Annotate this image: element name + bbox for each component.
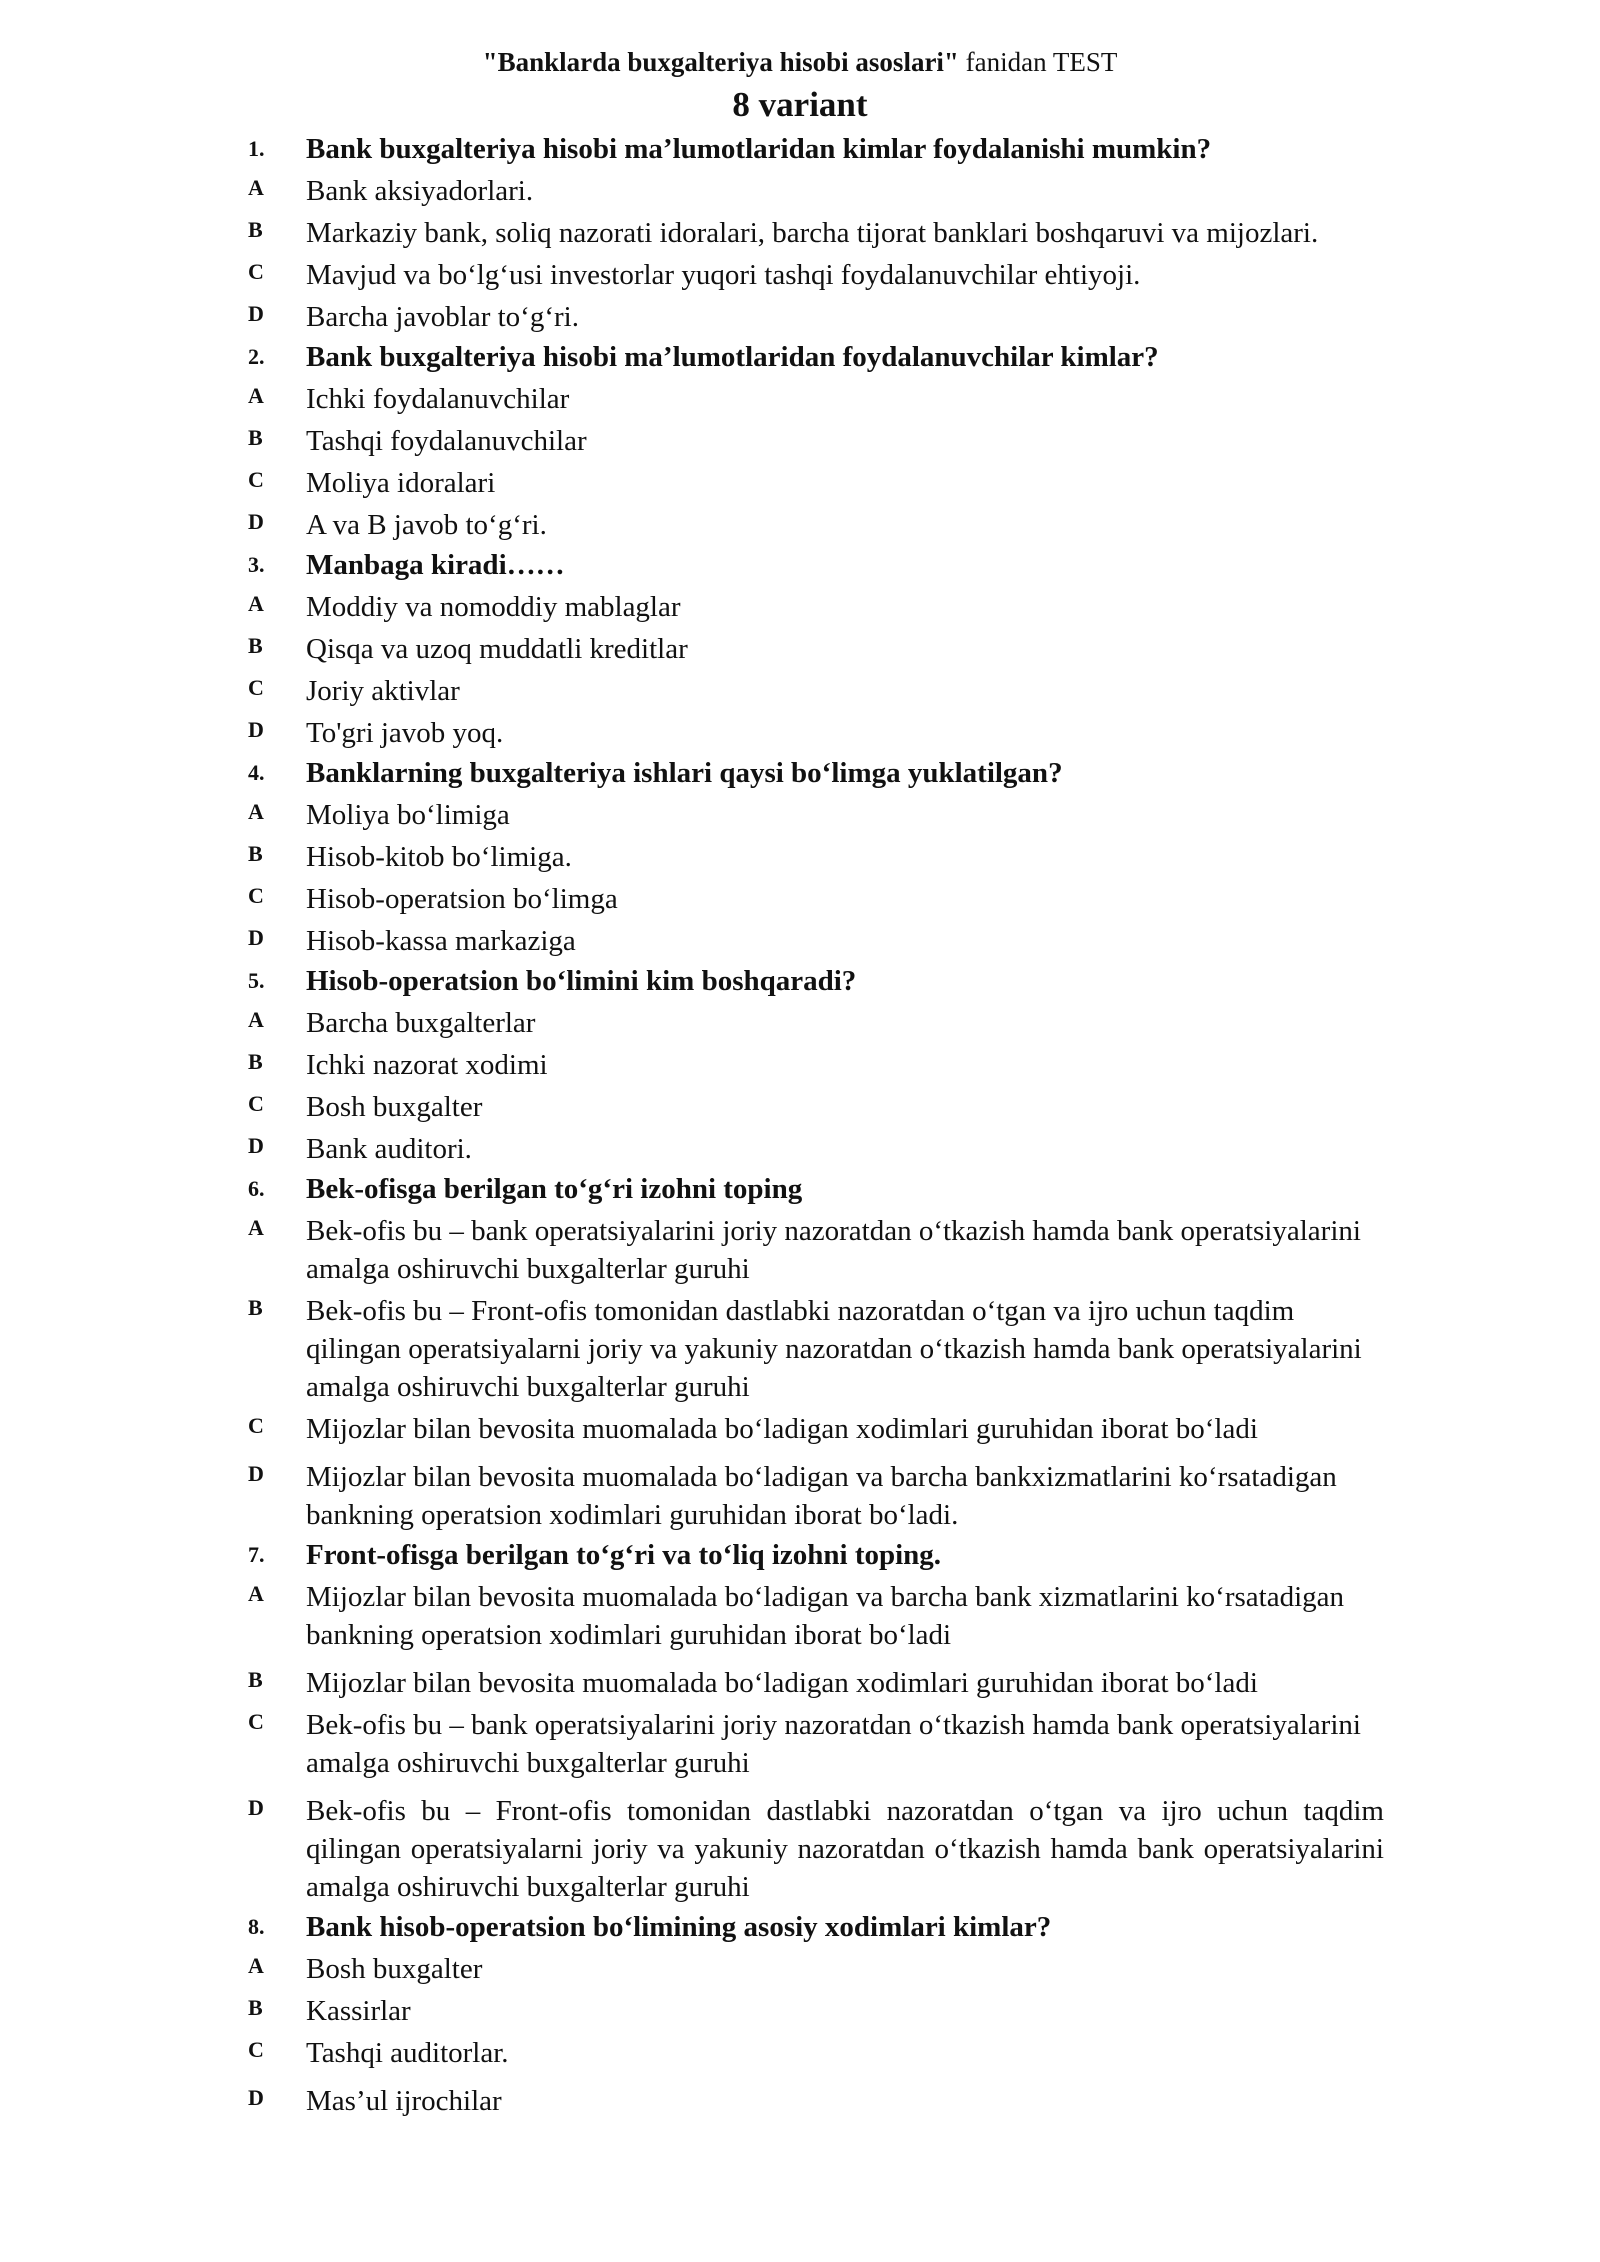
option-letter: C bbox=[248, 1709, 264, 1734]
option-letter: A bbox=[248, 591, 264, 616]
option-text: Barcha javoblar to‘g‘ri. bbox=[306, 301, 579, 333]
option-letter: B bbox=[248, 217, 263, 242]
option-text: Hisob-kitob bo‘limiga. bbox=[306, 841, 572, 873]
subject-title: "Banklarda buxgalteriya hisobi asoslari" bbox=[482, 47, 959, 77]
question-number: 7. bbox=[248, 1542, 265, 1567]
option-letter: C bbox=[248, 675, 264, 700]
option-letter: C bbox=[248, 2037, 264, 2062]
option-letter: D bbox=[248, 2085, 264, 2110]
option-text: Tashqi foydalanuvchilar bbox=[306, 425, 587, 457]
option-text: Mijozlar bilan bevosita muomalada bo‘ladigan va barcha bankxizmatlarini ko‘rsatadigan bankning operatsion xodimlari guruhidan iborat bo‘ladi. bbox=[306, 1461, 1337, 1531]
answer-option bbox=[248, 796, 1384, 834]
option-letter: A bbox=[248, 799, 264, 824]
option-letter: C bbox=[248, 1413, 264, 1438]
question-row bbox=[248, 1908, 1384, 1946]
answer-option bbox=[248, 1664, 1384, 1702]
option-letter: B bbox=[248, 1667, 263, 1692]
option-letter: B bbox=[248, 1049, 263, 1074]
option-text: Bek-ofis bu – Front-ofis tomonidan dastlabki nazoratdan o‘tgan va ijro uchun taqdim qilingan operatsiyalarni joriy va yakuniy nazoratdan o‘tkazish hamda bank operatsiyalarini amalga oshiruvchi buxgalterlar guruhi bbox=[306, 1795, 1384, 1903]
option-text: To'gri javob yoq. bbox=[306, 717, 504, 749]
question-text: Bank buxgalteriya hisobi ma’lumotlaridan foydalanuvchilar kimlar? bbox=[306, 341, 1159, 373]
option-letter: A bbox=[248, 175, 264, 200]
question-row bbox=[248, 546, 1384, 584]
option-letter: D bbox=[248, 509, 264, 534]
option-text: Bek-ofis bu – bank operatsiyalarini joriy nazoratdan o‘tkazish hamda bank operatsiyalarini amalga oshiruvchi buxgalterlar guruhi bbox=[306, 1709, 1361, 1779]
answer-option bbox=[248, 1706, 1384, 1782]
option-letter: C bbox=[248, 259, 264, 284]
title-suffix: fanidan TEST bbox=[958, 47, 1118, 77]
option-text: Kassirlar bbox=[306, 1995, 411, 2027]
answer-option bbox=[248, 2082, 1384, 2120]
answer-option bbox=[248, 1046, 1384, 1084]
option-text: Hisob-operatsion bo‘limga bbox=[306, 883, 618, 915]
question-number: 4. bbox=[248, 760, 265, 785]
question-row bbox=[248, 130, 1384, 168]
answer-option bbox=[248, 672, 1384, 710]
option-text: Moddiy va nomoddiy mablaglar bbox=[306, 591, 681, 623]
option-text: Bosh buxgalter bbox=[306, 1953, 483, 1985]
option-text: Moliya idoralari bbox=[306, 467, 496, 499]
answer-option bbox=[248, 1458, 1384, 1534]
option-text: Barcha buxgalterlar bbox=[306, 1007, 536, 1039]
option-letter: B bbox=[248, 841, 263, 866]
option-letter: A bbox=[248, 1953, 264, 1978]
answer-option bbox=[248, 880, 1384, 918]
option-text: Bosh buxgalter bbox=[306, 1091, 483, 1123]
option-text: Mijozlar bilan bevosita muomalada bo‘ladigan xodimlari guruhidan iborat bo‘ladi bbox=[306, 1413, 1258, 1445]
answer-option bbox=[248, 506, 1384, 544]
option-text: Bank aksiyadorlari. bbox=[306, 175, 534, 207]
question-text: Banklarning buxgalteriya ishlari qaysi bo‘limga yuklatilgan? bbox=[306, 757, 1063, 789]
option-letter: B bbox=[248, 1995, 263, 2020]
option-letter: B bbox=[248, 633, 263, 658]
answer-option bbox=[248, 1130, 1384, 1168]
answer-option bbox=[248, 214, 1384, 252]
answer-option bbox=[248, 464, 1384, 502]
question-list bbox=[248, 130, 1384, 2120]
option-letter: B bbox=[248, 425, 263, 450]
question-text: Bank buxgalteriya hisobi ma’lumotlaridan kimlar foydalanishi mumkin? bbox=[306, 133, 1212, 165]
answer-option bbox=[248, 1578, 1384, 1654]
option-letter: D bbox=[248, 717, 264, 742]
question-number: 6. bbox=[248, 1176, 265, 1201]
answer-option bbox=[248, 1292, 1384, 1406]
option-text: Ichki foydalanuvchilar bbox=[306, 383, 570, 415]
question-text: Front-ofisga berilgan to‘g‘ri va to‘liq izohni toping. bbox=[306, 1539, 942, 1571]
option-letter: C bbox=[248, 467, 264, 492]
option-text: A va B javob to‘g‘ri. bbox=[306, 509, 547, 541]
question-number: 3. bbox=[248, 552, 265, 577]
option-letter: C bbox=[248, 1091, 264, 1116]
option-letter: A bbox=[248, 383, 264, 408]
question-number: 2. bbox=[248, 344, 265, 369]
answer-option bbox=[248, 422, 1384, 460]
answer-option bbox=[248, 1792, 1384, 1906]
option-letter: D bbox=[248, 1461, 264, 1486]
answer-option bbox=[248, 588, 1384, 626]
option-text: Mas’ul ijrochilar bbox=[306, 2085, 502, 2117]
answer-option bbox=[248, 298, 1384, 336]
option-letter: C bbox=[248, 883, 264, 908]
answer-option bbox=[248, 256, 1384, 294]
question-number: 5. bbox=[248, 968, 265, 993]
question-text: Bank hisob-operatsion bo‘limining asosiy xodimlari kimlar? bbox=[306, 1911, 1052, 1943]
question-row bbox=[248, 754, 1384, 792]
answer-option bbox=[248, 838, 1384, 876]
answer-option bbox=[248, 2034, 1384, 2072]
option-text: Bank auditori. bbox=[306, 1133, 472, 1165]
document-header bbox=[0, 44, 1600, 80]
answer-option bbox=[248, 1950, 1384, 1988]
option-letter: B bbox=[248, 1295, 263, 1320]
answer-option bbox=[248, 1410, 1384, 1448]
answer-option bbox=[248, 1088, 1384, 1126]
option-letter: D bbox=[248, 301, 264, 326]
option-text: Mijozlar bilan bevosita muomalada bo‘ladigan va barcha bank xizmatlarini ko‘rsatadigan bankning operatsion xodimlari guruhidan iborat bo‘ladi bbox=[306, 1581, 1344, 1651]
answer-option bbox=[248, 380, 1384, 418]
answer-option bbox=[248, 922, 1384, 960]
answer-option bbox=[248, 172, 1384, 210]
option-text: Markaziy bank, soliq nazorati idoralari, barcha tijorat banklari boshqaruvi va mijozlari. bbox=[306, 217, 1319, 249]
variant-title: 8 variant bbox=[732, 85, 868, 124]
option-text: Tashqi auditorlar. bbox=[306, 2037, 509, 2069]
question-row bbox=[248, 962, 1384, 1000]
option-text: Moliya bo‘limiga bbox=[306, 799, 510, 831]
question-row bbox=[248, 1536, 1384, 1574]
answer-option bbox=[248, 1212, 1384, 1288]
question-row bbox=[248, 1170, 1384, 1208]
option-text: Bek-ofis bu – bank operatsiyalarini joriy nazoratdan o‘tkazish hamda bank operatsiyalarini amalga oshiruvchi buxgalterlar guruhi bbox=[306, 1215, 1361, 1285]
option-text: Mijozlar bilan bevosita muomalada bo‘ladigan xodimlari guruhidan iborat bo‘ladi bbox=[306, 1667, 1258, 1699]
answer-option bbox=[248, 1004, 1384, 1042]
option-text: Hisob-kassa markaziga bbox=[306, 925, 576, 957]
option-letter: A bbox=[248, 1007, 264, 1032]
question-text: Bek-ofisga berilgan to‘g‘ri izohni toping bbox=[306, 1173, 803, 1205]
option-letter: D bbox=[248, 1795, 264, 1820]
option-letter: A bbox=[248, 1581, 264, 1606]
question-number: 1. bbox=[248, 136, 265, 161]
question-number: 8. bbox=[248, 1914, 265, 1939]
answer-option bbox=[248, 630, 1384, 668]
question-row bbox=[248, 338, 1384, 376]
option-text: Ichki nazorat xodimi bbox=[306, 1049, 548, 1081]
question-text: Hisob-operatsion bo‘limini kim boshqaradi? bbox=[306, 965, 857, 997]
answer-option bbox=[248, 714, 1384, 752]
option-text: Bek-ofis bu – Front-ofis tomonidan dastlabki nazoratdan o‘tgan va ijro uchun taqdim qilingan operatsiyalarni joriy va yakuniy nazoratdan o‘tkazish hamda bank operatsiyalarini amalga oshiruvchi buxgalterlar guruhi bbox=[306, 1295, 1362, 1403]
option-text: Mavjud va bo‘lg‘usi investorlar yuqori tashqi foydalanuvchilar ehtiyoji. bbox=[306, 259, 1141, 291]
option-text: Joriy aktivlar bbox=[306, 675, 460, 707]
question-text: Manbaga kiradi…… bbox=[306, 549, 565, 581]
option-text: Qisqa va uzoq muddatli kreditlar bbox=[306, 633, 688, 665]
option-letter: D bbox=[248, 1133, 264, 1158]
option-letter: D bbox=[248, 925, 264, 950]
answer-option bbox=[248, 1992, 1384, 2030]
option-letter: A bbox=[248, 1215, 264, 1240]
